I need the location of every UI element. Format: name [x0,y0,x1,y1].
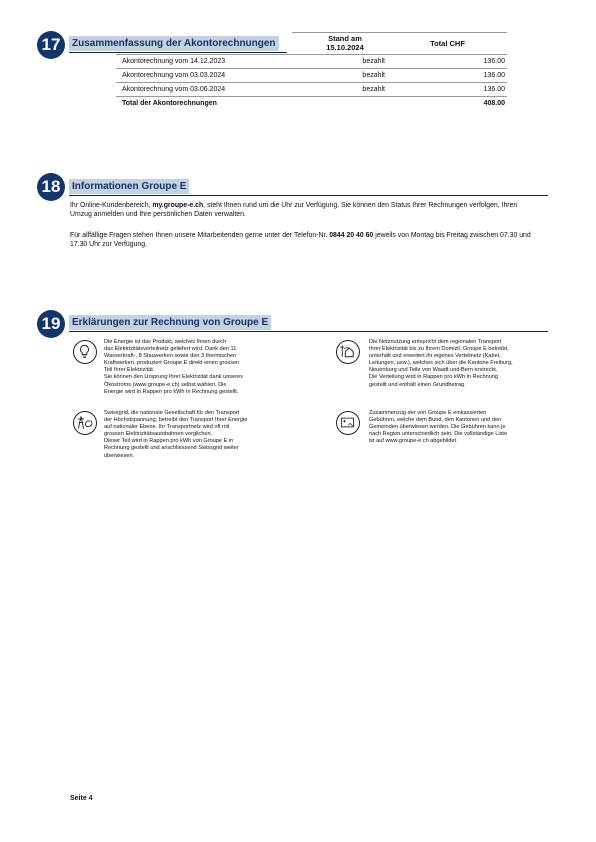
column-header-stand-line1: Stand am [328,34,362,43]
table-row-rule [116,82,507,83]
section-17-rule [69,52,287,53]
table-total-label: Total der Akontorechnungen [122,100,217,107]
phone-number: 0844 20 40 60 [329,232,374,239]
table-row-rule [116,96,507,97]
section-number-19: 19 [37,310,65,338]
network-explanation: Die Netznutzung entspricht dem regionalen Transport Ihrer Elektrizität bis zu Ihrem Domizil. Groupe E betreibt, unterhält und erweitert ihr eigenes Verteilnetz (Kabel, Leitungen, usw.), welches sich über die Kantone Freiburg, Neuenburg und Teile von Waadt und Bern erstreckt. Die Verteilung wird in Rappen pro kWh in Rechnung gestellt und enthält einen Grundbetrag. [369,339,513,388]
table-row-status: bezahlt [362,58,385,65]
page-number: Seite 4 [70,795,93,802]
paragraph-text: jeweils von Montag bis Freitag zwischen 07.30 und 17.30 Uhr zur Verfügung. [70,232,531,249]
swiss-flag-icon [336,411,360,435]
table-row-label: Akontorechnung vom 03.03.2024 [122,72,226,79]
energy-explanation: Die Energie ist das Produkt, welches Ihnen durch das Elektrizitätsverteilnetz geliefert wird. Dank den 11 Wasserkraft-, 8 Stauwerken sowie den 3 thermischen Kraftwerken, produziert Groupe E direkt einen grossen Teil Ihrer Elektrizität. Sie können den Ursprung Ihrer Elektrizität dank unseres Ökostroms (www.groupe-e.ch) selbst wählen. Die Energie wird in Rappen pro kWh in Rechnung gestellt. [104,339,243,395]
paragraph-text: Für allfällige Fragen stehen Ihnen unsere Mitarbeitenden gerne unter der Telefon-Nr. [70,232,330,239]
table-row-status: bezahlt [362,72,385,79]
table-row-amount: 136.00 [483,86,505,93]
contact-paragraph [70,231,540,250]
column-header-stand [305,34,385,52]
section-title-17: Zusammenfassung der Akontorechnungen [69,36,279,51]
online-portal-paragraph [70,201,540,220]
paragraph-text: , steht Ihnen rund um die Uhr zur Verfügung. Sie können den Status Ihrer Rechnungen verfolgen, Ihren Umzug anmelden und Ihre persönlichen Daten verwalten. [70,202,518,219]
pylon-swiss-icon [73,411,97,435]
section-title-18: Informationen Groupe E [69,179,189,194]
section-number-17: 17 [37,31,65,59]
section-19-rule [69,331,548,332]
table-row-rule [116,68,507,69]
section-number-18: 18 [37,173,65,201]
house-grid-icon [336,340,360,364]
table-row-amount: 136.00 [483,58,505,65]
section-title-19: Erklärungen zur Rechnung von Groupe E [69,315,271,330]
fees-explanation: Zusammenzug der von Groupe E einkassierten Gebühren, welche dem Bund, den Kantonen und den Gemeinden überwiesen werden. Die Gebühren kann je nach Region unterschiedlich sein. Die vollständige Liste ist auf www.groupe-e.ch abgebildet. [369,410,508,445]
table-header-rule [116,54,507,55]
section-18-rule [69,195,548,196]
portal-link[interactable]: my.groupe-e.ch [152,202,204,209]
paragraph-text: Ihr Online-Kundenbereich, [70,202,153,209]
table-row-label: Akontorechnung vom 03.06.2024 [122,86,226,93]
table-row-amount: 136.00 [483,72,505,79]
table-header-top-rule [292,32,507,33]
column-header-total: Total CHF [430,39,465,48]
table-total-amount: 408.00 [483,100,505,107]
lightbulb-icon [73,340,97,364]
table-row-status: bezahlt [362,86,385,93]
column-header-stand-line2: 15.10.2024 [326,43,364,52]
table-row-label: Akontorechnung vom 14.12.2023 [122,58,226,65]
swissgrid-explanation: Swissgrid, die nationale Gesellschaft für den Transport der Höchstspannung, betreibt den Transport Ihrer Energie auf nationaler Ebene. Ihr Transportnetz wird oft mit grossen Elektrizitätsautobahnen verglichen. Dieser Teil wird in Rappen pro kWh von Groupe E in Rechnung gestellt und anschliessend Swissgrid weiter überwiesen. [104,410,248,459]
